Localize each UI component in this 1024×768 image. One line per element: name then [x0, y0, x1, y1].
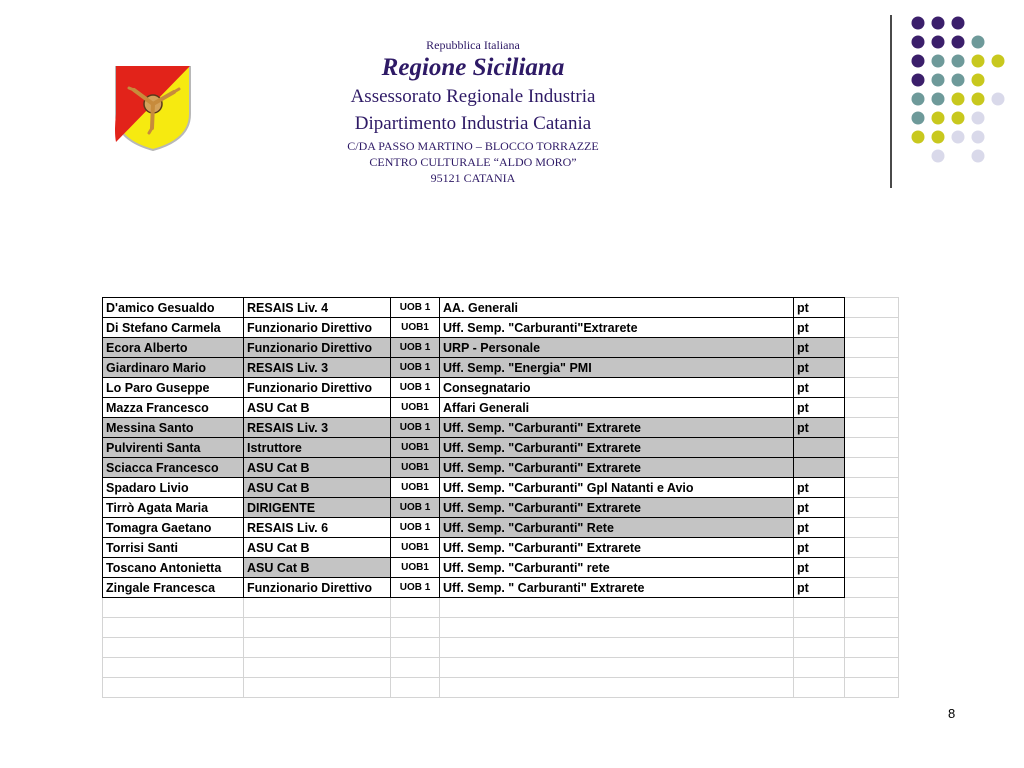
employee-name-cell: Lo Paro Guseppe	[103, 378, 244, 398]
pt-cell: pt	[794, 358, 845, 378]
role-cell: Funzionario Direttivo	[244, 578, 391, 598]
decorative-dot	[912, 36, 925, 49]
table-row	[103, 298, 899, 318]
role-cell: Istruttore	[244, 438, 391, 458]
empty-cell	[845, 518, 899, 538]
decorative-dot	[972, 74, 985, 87]
empty-cell	[103, 618, 244, 638]
office-cell: Affari Generali	[440, 398, 794, 418]
table-row	[103, 518, 899, 538]
office-cell: Uff. Semp. "Energia" PMI	[440, 358, 794, 378]
decorative-dot	[972, 112, 985, 125]
empty-cell	[244, 638, 391, 658]
office-cell: Uff. Semp. "Carburanti" Extrarete	[440, 498, 794, 518]
pt-cell	[794, 438, 845, 458]
empty-cell	[391, 598, 440, 618]
role-cell: ASU Cat B	[244, 458, 391, 478]
empty-cell	[391, 658, 440, 678]
empty-cell	[845, 538, 899, 558]
table-row	[103, 318, 899, 338]
role-cell: RESAIS Liv. 3	[244, 418, 391, 438]
pt-cell: pt	[794, 398, 845, 418]
employee-name-cell: Tomagra Gaetano	[103, 518, 244, 538]
empty-cell	[845, 558, 899, 578]
empty-cell	[845, 478, 899, 498]
empty-row	[103, 678, 899, 698]
employee-name-cell: Torrisi Santi	[103, 538, 244, 558]
decorative-dot	[972, 150, 985, 163]
pt-cell: pt	[794, 418, 845, 438]
empty-cell	[845, 618, 899, 638]
pt-cell	[794, 458, 845, 478]
letterhead	[273, 37, 673, 186]
decorative-dot	[952, 93, 965, 106]
decorative-dot	[932, 150, 945, 163]
address-line-1: C/DA PASSO MARTINO – BLOCCO TORRAZZE	[347, 139, 599, 153]
pt-cell: pt	[794, 338, 845, 358]
employee-name-cell: Spadaro Livio	[103, 478, 244, 498]
empty-cell	[845, 358, 899, 378]
table-row	[103, 538, 899, 558]
office-cell: Uff. Semp. "Carburanti" Extrarete	[440, 418, 794, 438]
empty-row	[103, 598, 899, 618]
address-line-2: CENTRO CULTURALE “ALDO MORO”	[369, 155, 577, 169]
empty-cell	[845, 658, 899, 678]
office-cell: Uff. Semp. " Carburanti" Extrarete	[440, 578, 794, 598]
empty-row	[103, 658, 899, 678]
role-cell: DIRIGENTE	[244, 498, 391, 518]
decorative-dot	[972, 93, 985, 106]
empty-cell	[845, 398, 899, 418]
table-row	[103, 478, 899, 498]
uob-cell: UOB1	[391, 478, 440, 498]
decorative-dot	[992, 93, 1005, 106]
empty-cell	[845, 498, 899, 518]
decorative-dot	[932, 112, 945, 125]
empty-cell	[845, 418, 899, 438]
office-cell: Uff. Semp. "Carburanti"Extrarete	[440, 318, 794, 338]
pt-cell: pt	[794, 318, 845, 338]
empty-cell	[103, 678, 244, 698]
empty-cell	[794, 638, 845, 658]
empty-cell	[391, 638, 440, 658]
empty-cell	[845, 678, 899, 698]
decorative-dot	[972, 36, 985, 49]
employee-name-cell: Pulvirenti Santa	[103, 438, 244, 458]
office-cell: Uff. Semp. "Carburanti" Extrarete	[440, 538, 794, 558]
empty-cell	[440, 658, 794, 678]
republic-line: Repubblica Italiana	[426, 38, 520, 52]
empty-cell	[845, 598, 899, 618]
uob-cell: UOB1	[391, 538, 440, 558]
empty-cell	[845, 318, 899, 338]
table-row	[103, 398, 899, 418]
uob-cell: UOB 1	[391, 378, 440, 398]
decorative-dot	[952, 17, 965, 30]
empty-cell	[845, 578, 899, 598]
empty-cell	[440, 598, 794, 618]
decorative-dot	[952, 131, 965, 144]
vertical-divider	[890, 15, 892, 188]
empty-cell	[391, 678, 440, 698]
uob-cell: UOB1	[391, 398, 440, 418]
decorative-dot	[912, 131, 925, 144]
decorative-dot	[952, 74, 965, 87]
office-cell: Uff. Semp. "Carburanti" rete	[440, 558, 794, 578]
decorative-dot	[912, 55, 925, 68]
decorative-dot	[932, 131, 945, 144]
address-line-3: 95121 CATANIA	[430, 171, 516, 185]
table-row	[103, 558, 899, 578]
uob-cell: UOB 1	[391, 298, 440, 318]
page-number: 8	[948, 706, 956, 721]
decorative-dot	[912, 112, 925, 125]
uob-cell: UOB1	[391, 318, 440, 338]
role-cell: Funzionario Direttivo	[244, 378, 391, 398]
uob-cell: UOB 1	[391, 498, 440, 518]
table-row	[103, 438, 899, 458]
empty-cell	[103, 598, 244, 618]
empty-cell	[440, 678, 794, 698]
pt-cell: pt	[794, 518, 845, 538]
decorative-dot	[992, 55, 1005, 68]
role-cell: ASU Cat B	[244, 538, 391, 558]
pt-cell: pt	[794, 578, 845, 598]
uob-cell: UOB 1	[391, 338, 440, 358]
table-row	[103, 378, 899, 398]
role-cell: Funzionario Direttivo	[244, 338, 391, 358]
role-cell: ASU Cat B	[244, 558, 391, 578]
decorative-dot	[952, 55, 965, 68]
pt-cell: pt	[794, 538, 845, 558]
empty-row	[103, 618, 899, 638]
pt-cell: pt	[794, 378, 845, 398]
decorative-dot	[972, 55, 985, 68]
empty-cell	[845, 638, 899, 658]
empty-cell	[103, 638, 244, 658]
empty-cell	[103, 658, 244, 678]
empty-cell	[244, 598, 391, 618]
decorative-dot-grid	[902, 10, 1012, 170]
employee-name-cell: Toscano Antonietta	[103, 558, 244, 578]
empty-cell	[794, 598, 845, 618]
empty-cell	[845, 438, 899, 458]
empty-row	[103, 638, 899, 658]
employee-name-cell: D'amico Gesualdo	[103, 298, 244, 318]
decorative-dot	[932, 93, 945, 106]
table-row	[103, 458, 899, 478]
table-row	[103, 418, 899, 438]
office-cell: Uff. Semp. "Carburanti" Gpl Natanti e Avio	[440, 478, 794, 498]
employee-name-cell: Sciacca Francesco	[103, 458, 244, 478]
empty-cell	[440, 638, 794, 658]
employee-name-cell: Messina Santo	[103, 418, 244, 438]
regione-siciliana-logo	[112, 52, 194, 152]
employee-name-cell: Giardinaro Mario	[103, 358, 244, 378]
empty-cell	[794, 658, 845, 678]
role-cell: RESAIS Liv. 6	[244, 518, 391, 538]
staff-table	[102, 297, 899, 698]
decorative-dot	[932, 36, 945, 49]
pt-cell: pt	[794, 498, 845, 518]
decorative-dot	[952, 112, 965, 125]
table-row	[103, 338, 899, 358]
empty-cell	[244, 658, 391, 678]
uob-cell: UOB 1	[391, 578, 440, 598]
office-cell: Uff. Semp. "Carburanti" Rete	[440, 518, 794, 538]
decorative-dot	[932, 17, 945, 30]
uob-cell: UOB1	[391, 458, 440, 478]
pt-cell: pt	[794, 558, 845, 578]
employee-name-cell: Di Stefano Carmela	[103, 318, 244, 338]
empty-cell	[440, 618, 794, 638]
empty-cell	[244, 618, 391, 638]
role-cell: RESAIS Liv. 4	[244, 298, 391, 318]
decorative-dot	[912, 93, 925, 106]
role-cell: ASU Cat B	[244, 478, 391, 498]
pt-cell: pt	[794, 298, 845, 318]
decorative-dot	[912, 17, 925, 30]
employee-name-cell: Zingale Francesca	[103, 578, 244, 598]
uob-cell: UOB 1	[391, 518, 440, 538]
empty-cell	[845, 298, 899, 318]
employee-name-cell: Ecora Alberto	[103, 338, 244, 358]
office-cell: Consegnatario	[440, 378, 794, 398]
empty-cell	[845, 338, 899, 358]
region-name: Regione Siciliana	[381, 54, 565, 81]
decorative-dot	[952, 36, 965, 49]
uob-cell: UOB 1	[391, 418, 440, 438]
pt-cell: pt	[794, 478, 845, 498]
empty-cell	[794, 678, 845, 698]
uob-cell: UOB1	[391, 558, 440, 578]
employee-name-cell: Tirrò Agata Maria	[103, 498, 244, 518]
empty-cell	[845, 458, 899, 478]
department-line: Dipartimento Industria Catania	[354, 113, 592, 134]
uob-cell: UOB1	[391, 438, 440, 458]
table-row	[103, 498, 899, 518]
office-cell: AA. Generali	[440, 298, 794, 318]
office-cell: URP - Personale	[440, 338, 794, 358]
empty-cell	[391, 618, 440, 638]
employee-name-cell: Mazza Francesco	[103, 398, 244, 418]
uob-cell: UOB 1	[391, 358, 440, 378]
role-cell: Funzionario Direttivo	[244, 318, 391, 338]
role-cell: RESAIS Liv. 3	[244, 358, 391, 378]
office-cell: Uff. Semp. "Carburanti" Extrarete	[440, 438, 794, 458]
decorative-dot	[932, 55, 945, 68]
decorative-dot	[912, 74, 925, 87]
decorative-dot	[932, 74, 945, 87]
decorative-dot	[972, 131, 985, 144]
empty-cell	[794, 618, 845, 638]
empty-cell	[244, 678, 391, 698]
role-cell: ASU Cat B	[244, 398, 391, 418]
empty-cell	[845, 378, 899, 398]
table-row	[103, 578, 899, 598]
table-row	[103, 358, 899, 378]
assessorato-line: Assessorato Regionale Industria	[350, 86, 596, 107]
office-cell: Uff. Semp. "Carburanti" Extrarete	[440, 458, 794, 478]
